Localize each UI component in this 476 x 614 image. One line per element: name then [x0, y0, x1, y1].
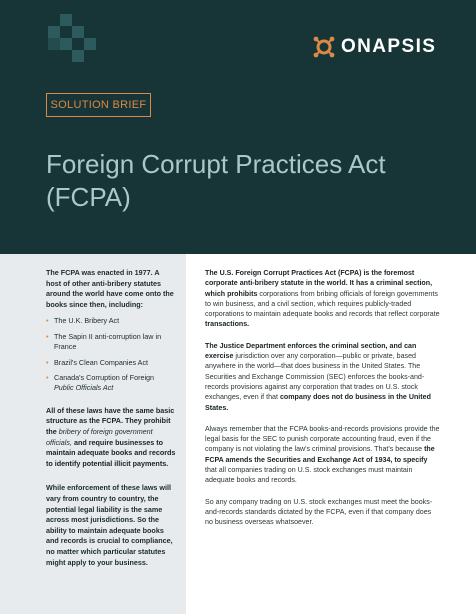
sidebar-p2-italic: bribery of foreign government officials, [46, 427, 153, 447]
sidebar-paragraph-3: While enforcement of these laws will vary from country to country, the potential legal liability is the same across most jurisdictions. So the ability to maintain adequate books and records is crucial to compliance, no matter which particular statutes might apply to your business. [46, 483, 173, 567]
sidebar-panel [0, 254, 186, 614]
list-item: • Brazil's Clean Companies Act [46, 358, 176, 368]
header-banner [0, 0, 476, 254]
main-p1-bold-end: transactions. [205, 320, 250, 329]
solution-brief-badge: SOLUTION BRIEF [46, 93, 151, 117]
main-paragraph-3 [205, 424, 441, 486]
list-item-text: Canada's Corruption of Foreign Public Officials Act [54, 373, 155, 393]
list-item [46, 373, 176, 394]
sidebar-p2-start: All of these laws have the same basic structure as the FCPA. They prohibit the [46, 405, 175, 436]
statute-list [46, 316, 176, 393]
main-content [205, 268, 441, 539]
title-line-2: (FCPA) [46, 182, 131, 212]
onapsis-logo-icon [312, 35, 336, 59]
list-item: • The U.K. Bribery Act [46, 316, 176, 326]
logo-wordmark: ONAPSIS [341, 36, 437, 57]
main-p2-bold-end: company does not do business in the United States. [205, 393, 431, 412]
main-paragraph-4: So any company trading on U.S. stock exchanges must meet the books-and-records standards dictated by the FCPA, even if that company does no business overseas whatsoever. [205, 497, 433, 527]
main-paragraph-1 [205, 268, 441, 330]
decorative-squares [0, 0, 110, 70]
onapsis-logo [312, 35, 436, 59]
title-line-1: Foreign Corrupt Practices Act [46, 149, 386, 179]
sidebar-intro: The FCPA was enacted in 1977. A host of other anti-bribery statutes around the world have come onto the books since then, including: [46, 268, 174, 309]
main-paragraph-2 [205, 341, 441, 413]
main-p1-regular: corporations from bribing officials of foreign governments to win business, and a civil section, which requires publicly-traded corporations to maintain adequate books and records that reflect corporate [205, 289, 440, 319]
page-title [46, 148, 446, 214]
main-p3-regular-end: that all companies trading on U.S. stock exchanges must maintain adequate books and records. [205, 466, 413, 485]
sidebar-paragraph-2 [46, 406, 176, 470]
list-item: • The Sapin II anti-corruption law in France [46, 332, 176, 353]
sidebar-p2-end: and require businesses to maintain adequate books and records to identify potential illicit payments. [46, 437, 176, 468]
main-p1-bold: The U.S. Foreign Corrupt Practices Act (FCPA) is the foremost corporate anti-bribery statute in the world. It has a criminal section, which prohibits [205, 269, 433, 298]
main-p2-regular: jurisdiction over any corporation—public or private, based anywhere in the world—that does business in the United States. The Securities and Exchange Commission (SEC) enforces the books-and-records provisions against any corporation that trades on U.S. stock exchanges, even if that [205, 352, 425, 402]
main-p3-bold: the FCPA amends the Securities and Exchange Act of 1934, to specify [205, 445, 435, 464]
main-p3-regular: Always remember that the FCPA books-and-records provisions provide the legal basis for the SEC to punish corporate accounting fraud, even if the company is not violating the law's criminal provisions. That's because [205, 424, 440, 454]
main-p2-bold: The Justice Department enforces the criminal section, and can exercise [205, 341, 417, 361]
